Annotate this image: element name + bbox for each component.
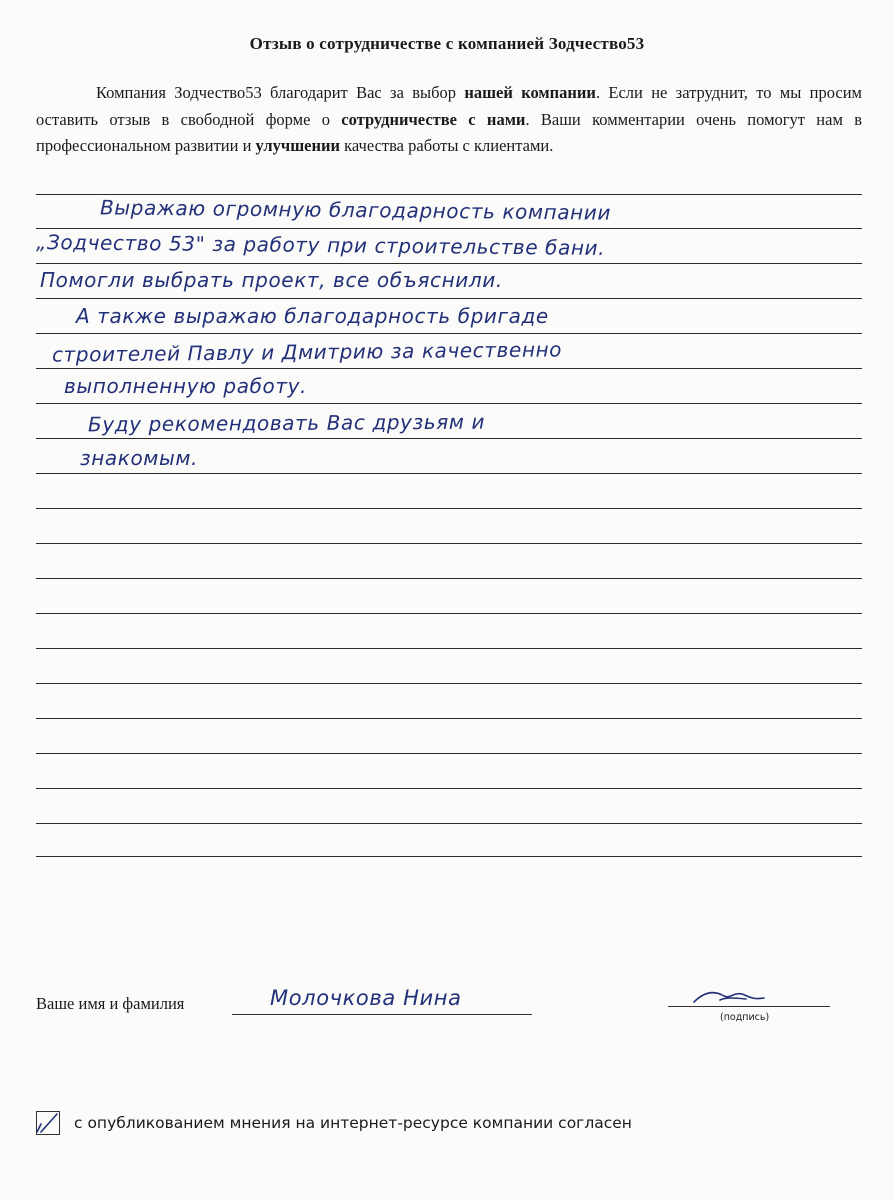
ruled-line bbox=[36, 473, 862, 474]
ruled-line bbox=[36, 753, 862, 754]
ruled-line bbox=[36, 683, 862, 684]
ruled-line bbox=[36, 403, 862, 404]
ruled-line bbox=[36, 856, 862, 857]
ruled-line bbox=[36, 823, 862, 824]
intro-text: Компания Зодчество53 благодарит Вас за выбор bbox=[96, 83, 465, 102]
handwritten-line: Буду рекомендовать Вас друзьям и bbox=[87, 409, 486, 437]
signature-icon bbox=[690, 986, 770, 1008]
handwritten-line: „Зодчество 53" за работу при строительстве бани. bbox=[35, 230, 606, 260]
ruled-line bbox=[36, 368, 862, 369]
consent-row bbox=[36, 1108, 632, 1138]
form-title: Отзыв о сотрудничестве с компанией Зодчество53 bbox=[249, 34, 645, 53]
consent-label: с опубликованием мнения на интернет-ресурсе компании согласен bbox=[74, 1114, 632, 1132]
name-label: Ваше имя и фамилия bbox=[36, 994, 185, 1013]
consent-checkbox[interactable] bbox=[36, 1111, 60, 1135]
ruled-line bbox=[36, 648, 862, 649]
intro-text: . Ваши комментарии очень помогут нам в профессиональном развитии и bbox=[36, 109, 863, 155]
handwritten-line: А также выражаю благодарность бригаде bbox=[76, 304, 549, 328]
comment-area[interactable] bbox=[36, 190, 862, 870]
handwritten-line: знакомым. bbox=[80, 446, 199, 470]
intro-bold-3: улучшении bbox=[255, 136, 340, 155]
ruled-line bbox=[36, 788, 862, 789]
intro-bold-2: сотрудничестве с нами bbox=[341, 109, 526, 129]
intro-text: . Если не затруднит, то мы просим оставить отзыв в свободной форме о bbox=[36, 83, 862, 129]
handwritten-line: строителей Павлу и Дмитрию за качественно bbox=[51, 337, 563, 367]
handwritten-line: Помогли выбрать проект, все объяснили. bbox=[40, 268, 503, 292]
ruled-line bbox=[36, 263, 862, 264]
ruled-line bbox=[36, 508, 862, 509]
intro-bold-1: нашей компании bbox=[464, 83, 596, 102]
ruled-line bbox=[36, 578, 862, 579]
name-underline bbox=[232, 1014, 532, 1015]
handwritten-line: Выражаю огромную благодарность компании bbox=[99, 195, 612, 225]
handwritten-line: выполненную работу. bbox=[64, 374, 308, 398]
ruled-line bbox=[36, 228, 862, 229]
handwritten-name[interactable]: Молочкова Нина bbox=[270, 986, 462, 1010]
signature-caption: (подпись) bbox=[720, 1012, 770, 1023]
ruled-line bbox=[36, 543, 862, 544]
checkmark-icon bbox=[35, 1110, 59, 1134]
signature-line bbox=[668, 1006, 830, 1007]
ruled-line bbox=[36, 438, 862, 439]
intro-text: качества работы с клиентами. bbox=[339, 136, 554, 155]
ruled-line bbox=[36, 298, 862, 299]
form-intro bbox=[36, 80, 862, 160]
ruled-line bbox=[36, 333, 862, 334]
ruled-line bbox=[36, 613, 862, 614]
ruled-line bbox=[36, 718, 862, 719]
